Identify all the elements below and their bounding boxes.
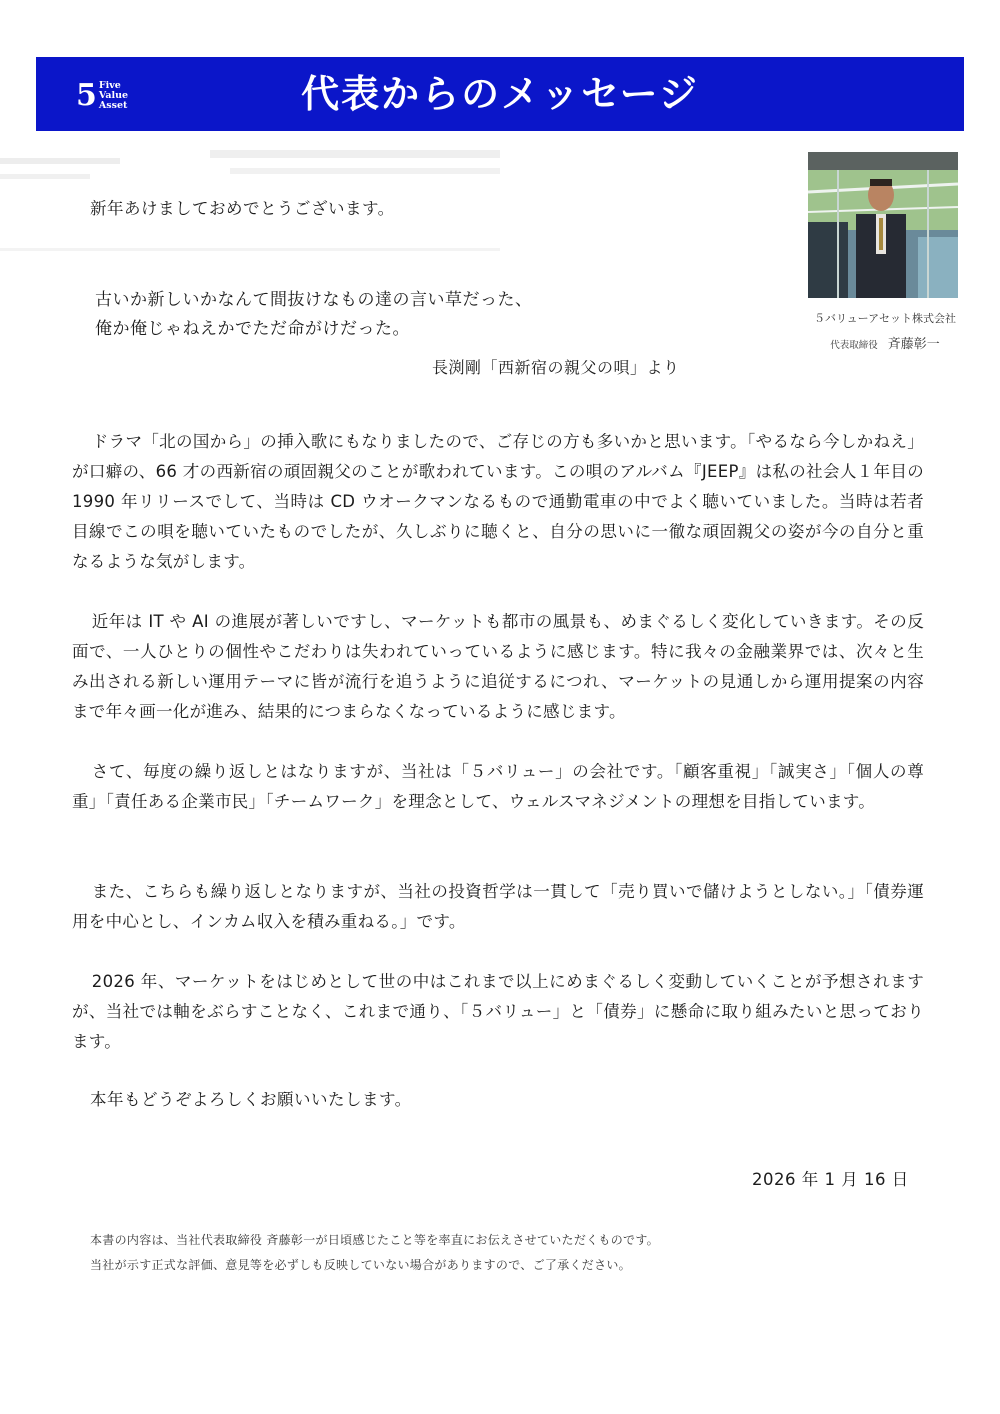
representative-caption <box>790 333 980 352</box>
disclaimer-line-1: 本書の内容は、当社代表取締役 斉藤彰一が日頃感じたこと等を率直にお伝えさせていただくものです。 <box>90 1233 659 1247</box>
closing-remark: 本年もどうぞよろしくお願いいたします。 <box>90 1090 412 1109</box>
lyric-line-2: 俺か俺じゃねえかでただ命がけだった。 <box>95 319 410 339</box>
lyric-line-1: 古いか新しいかなんて間抜けなもの達の言い草だった、 <box>95 290 533 310</box>
header-banner <box>36 57 964 131</box>
body-paragraph-4: また、こちらも繰り返しとなりますが、当社の投資哲学は一貫して「売り買いで儲けようとしない。」「債券運用を中心とし、インカム収入を積み重ねる。」です。 <box>72 882 924 931</box>
representative-photo <box>808 152 958 298</box>
representative-title: 代表取締役 <box>830 340 878 351</box>
representative-name: 斉藤彰一 <box>887 337 940 352</box>
page-title: 代表からのメッセージ <box>301 72 699 116</box>
document-date: 2026 年 1 月 16 日 <box>752 1170 909 1189</box>
logo-word-asset: Asset <box>98 100 128 111</box>
lyric-source: 長渕剛「西新宿の親父の唄」より <box>432 358 680 377</box>
body-paragraph-1: ドラマ「北の国から」の挿入歌にもなりましたので、ご存じの方も多いかと思います。「やるなら今しかねえ」が口癖の、66 才の西新宿の頑固親父のことが歌われています。この唄のアルバム『JEEP』は私の社会人１年目の 1990 年リリースでして、当時は CD ウオークマンなるもので通勤電車の中でよく聴いていました。当時は若者目線でこの唄を聴いていたものでしたが、久しぶりに聴くと、自分の思いに一徹な頑固親父の姿が今の自分と重なるような気がします。 <box>72 432 924 571</box>
disclaimer-line-2: 当社が示す正式な評価、意見等を必ずしも反映していない場合がありますので、ご了承ください。 <box>90 1258 631 1272</box>
new-year-greeting: 新年あけましておめでとうございます。 <box>90 199 395 218</box>
body-paragraph-3: さて、毎度の繰り返しとはなりますが、当社は「５バリュー」の会社です。「顧客重視」「誠実さ」「個人の尊重」「責任ある企業市民」「チームワーク」を理念として、ウェルスマネジメントの理想を目指しています。 <box>72 762 924 811</box>
logo-word-five: Five <box>98 80 121 91</box>
logo-number: 5 <box>76 78 97 113</box>
body-paragraph-5: 2026 年、マーケットをはじめとして世の中はこれまで以上にめまぐるしく変動していくことが予想されますが、当社では軸をぶらすことなく、これまで通り、「５バリュー」と「債券」に懸命に取り組みたいと思っております。 <box>72 972 924 1051</box>
logo-word-value: Value <box>98 90 129 101</box>
body-paragraph-2: 近年は IT や AI の進展が著しいですし、マーケットも都市の風景も、めまぐるしく変化していきます。その反面で、一人ひとりの個性やこだわりは失われていっているように感じます。特に我々の金融業界では、次々と生み出される新しい運用テーマに皆が流行を追うように追従するにつれ、マーケットの見通しから運用提案の内容まで年々画一化が進み、結果的につまらなくなっているように感じます。 <box>72 612 924 721</box>
company-name: ５バリューアセット株式会社 <box>813 312 956 325</box>
